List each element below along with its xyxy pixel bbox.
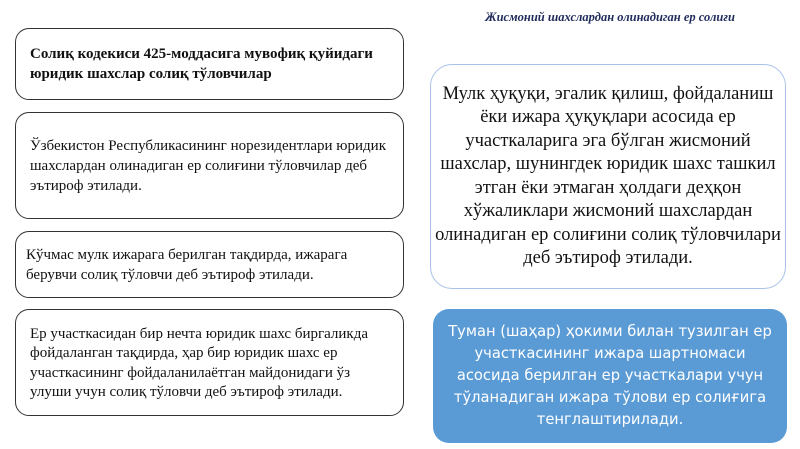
lease-text: Кўчмас мулк ижарага берилган тақдирда, ижарага берувчи солиқ тўловчи деб эътироф этилади. — [26, 246, 348, 283]
shared-use-box — [15, 309, 404, 416]
individual-taxpayer-box — [430, 64, 786, 289]
taxpayer-heading-box — [15, 28, 404, 100]
slide-title: Жисмоний шахслардан олинадиган ер солиғи — [485, 10, 735, 24]
nonresident-box — [15, 112, 404, 219]
lease-box — [15, 231, 404, 298]
taxpayer-heading-text: Солиқ кодекиси 425-моддасига мувофиқ қуйидаги юридик шахслар солиқ тўловчилар — [30, 46, 373, 82]
individual-taxpayer-text: Мулк ҳуқуқи, эгалик қилиш, фойдаланиш ёки ижара ҳуқуқлари асосида ер участкаларига эга бўлган жисмоний шахслар, шунингдек юридик шахс ташкил этган ёки этмаган ҳолдаги деҳқон хўжаликлари жисмоний шахслардан олинадиган ер солиғини солиқ тўловчилари деб эътироф этилади. — [435, 83, 781, 268]
rent-payment-text: Туман (шаҳар) ҳокими билан тузилган ер участкасининг ижара шартномаси асосида берилган ер участкалари учун тўланадиган ижара тўлови ер солиғига тенглаштирилади. — [448, 323, 772, 428]
rent-payment-box — [433, 309, 787, 443]
shared-use-text: Ер участкасидан бир нечта юридик шахс биргаликда фойдаланган тақдирда, ҳар бир юридик шахс ер участкасининг фойдаланилаётган майдонидаги ўз улуши учун солиқ тўловчи деб эътироф этилади. — [30, 325, 369, 400]
nonresident-text: Ўзбекистон Республикасининг норезидентлари юридик шахслардан олинадиган ер солиғини тўловчилар деб эътироф этилади. — [30, 137, 386, 194]
